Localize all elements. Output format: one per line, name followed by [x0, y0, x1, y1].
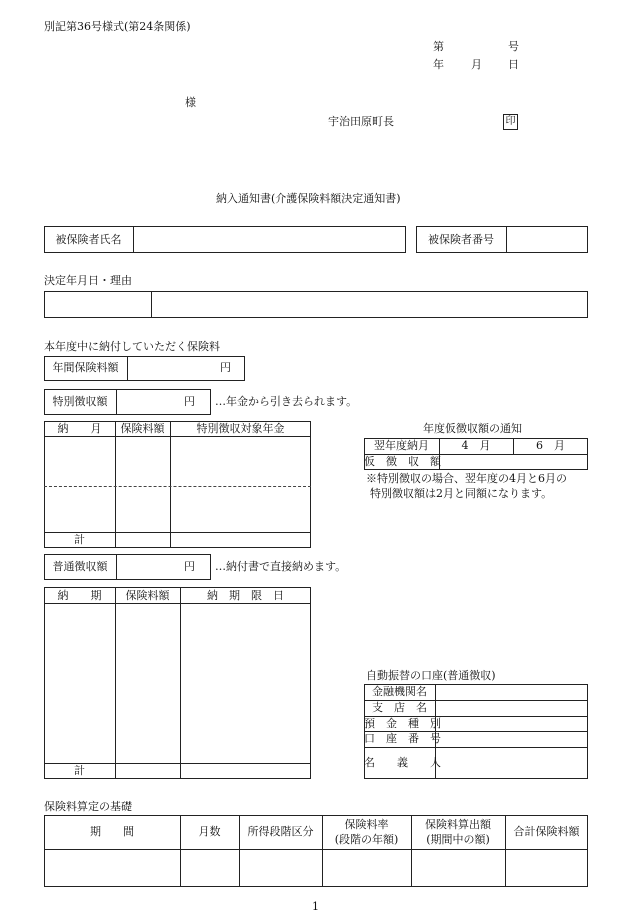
- basis-header-calculated: 保険料算出額: [425, 818, 491, 831]
- basis-header-period: 期 間: [90, 825, 134, 838]
- special-header-month: 納 月: [57, 422, 102, 435]
- basis-header-rate: 保険料率: [344, 818, 389, 831]
- special-label: 特別徴収額: [52, 395, 108, 408]
- basis-header-income-bracket: 所得段階区分: [247, 825, 314, 838]
- ordinary-table: [44, 587, 311, 779]
- ordinary-header-amount: 保険料額: [125, 589, 170, 602]
- bank-row-institution: 金融機関名: [372, 685, 427, 698]
- ordinary-header-due: 納 期 限 日: [207, 589, 284, 602]
- seal-box: 印: [503, 114, 518, 130]
- number-prefix: 第: [433, 40, 444, 53]
- decision-box: [44, 291, 588, 318]
- form-number: 別記第36号様式(第24条関係): [44, 20, 191, 33]
- provisional-note-2: 特別徴収額は2月と同額になります。: [370, 487, 553, 500]
- special-yen: 円: [184, 395, 195, 408]
- special-total-label: 計: [74, 533, 85, 546]
- provisional-title: 年度仮徴収額の通知: [423, 422, 522, 435]
- insured-name-label: 被保険者氏名: [55, 233, 122, 246]
- bank-row-type: 預 金 種 別: [364, 717, 441, 730]
- bank-row-account-number: 口 座 番 号: [364, 732, 441, 745]
- provisional-note-1: ※特別徴収の場合、翌年度の4月と6月の: [366, 472, 567, 485]
- ordinary-note: …納付書で直接納めます。: [215, 560, 347, 573]
- document-title: 納入通知書(介護保険料額決定通知書): [216, 192, 401, 205]
- provisional-row2-label: 仮 徴 収 額: [364, 455, 441, 468]
- provisional-month-april: 4 月: [461, 439, 491, 452]
- basis-header-rate-sub: (段階の年額): [334, 833, 399, 846]
- bank-row-holder: 名 義 人: [364, 756, 441, 769]
- provisional-month-june: 6 月: [536, 439, 565, 452]
- addressee-honorific: 様: [185, 96, 196, 109]
- special-table: [44, 421, 311, 548]
- basis-header-calculated-sub: (期間中の額): [426, 833, 490, 846]
- annual-label: 年間保険料額: [52, 361, 119, 374]
- ordinary-header-term: 納 期: [57, 589, 102, 602]
- ordinary-yen: 円: [184, 560, 195, 573]
- bank-title: 自動振替の口座(普通徴収): [366, 669, 496, 682]
- date-day: 日: [508, 58, 519, 71]
- date-year: 年: [433, 58, 444, 71]
- special-note: …年金から引き去られます。: [215, 395, 358, 408]
- basis-label: 保険料算定の基礎: [44, 800, 132, 813]
- issuer-name: 宇治田原町長: [328, 115, 394, 128]
- provisional-row1-label: 翌年度納月: [374, 439, 429, 452]
- annual-yen: 円: [220, 361, 231, 374]
- insured-number-label: 被保険者番号: [428, 233, 494, 246]
- special-header-pension: 特別徴収対象年金: [196, 422, 285, 435]
- ordinary-label: 普通徴収額: [52, 560, 108, 573]
- ordinary-total-label: 計: [74, 764, 85, 777]
- page-number: 1: [312, 900, 319, 913]
- basis-header-months: 月数: [198, 825, 221, 838]
- annual-section-label: 本年度中に納付していただく保険料: [44, 340, 220, 353]
- number-suffix: 号: [508, 40, 519, 53]
- bank-row-branch: 支 店 名: [372, 701, 427, 714]
- date-month: 月: [471, 58, 482, 71]
- special-header-amount: 保険料額: [120, 422, 165, 435]
- decision-label: 決定年月日・理由: [44, 274, 132, 287]
- basis-header-total: 合計保険料額: [513, 825, 580, 838]
